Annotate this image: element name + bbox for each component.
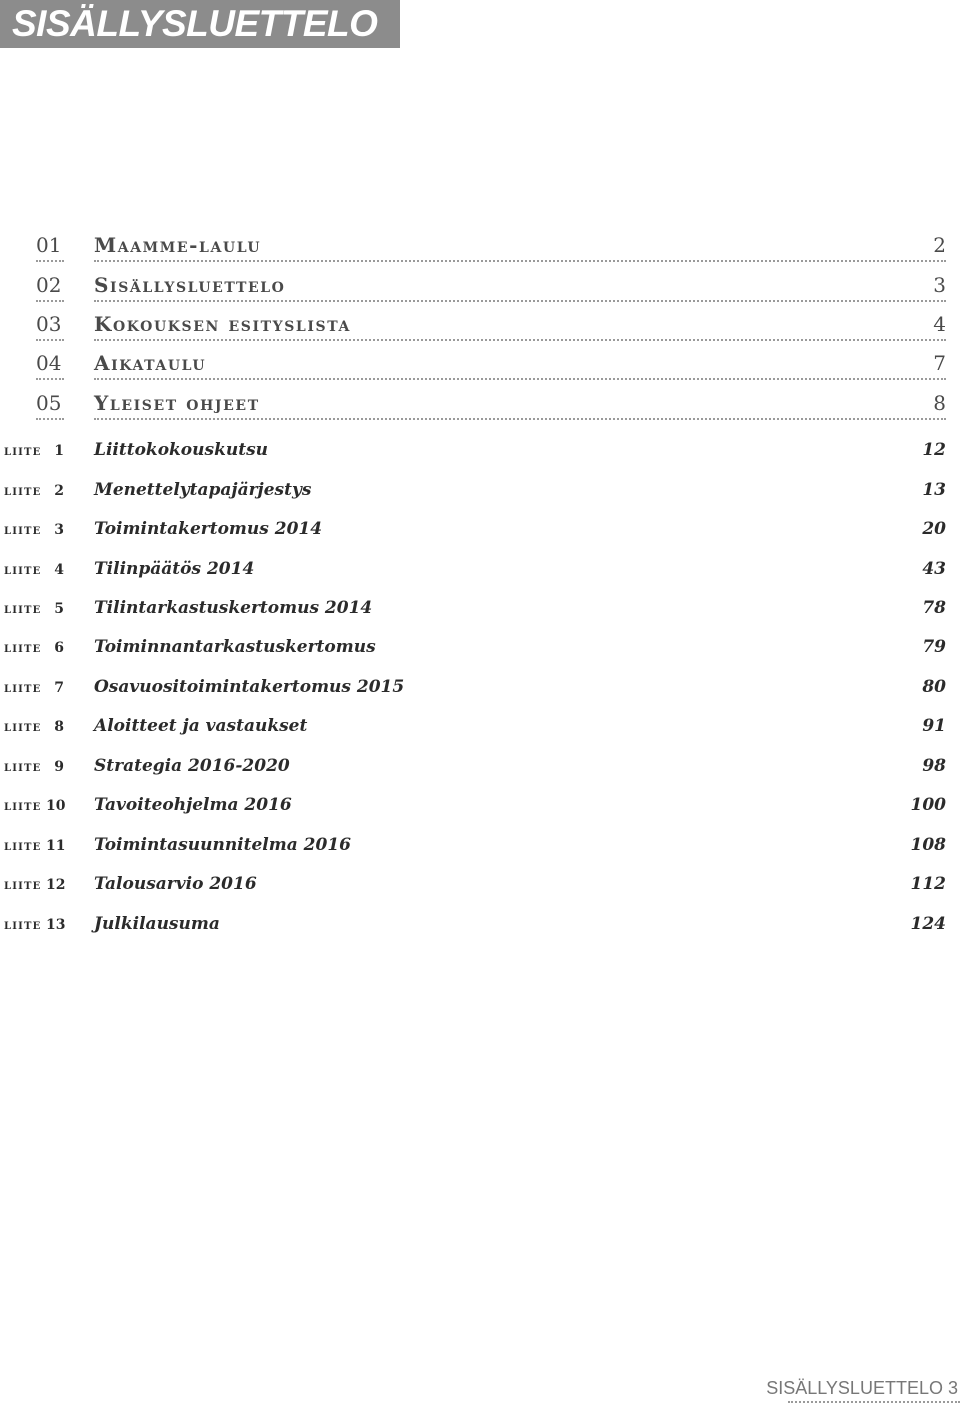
annex-label: liite <box>4 877 42 893</box>
annex-page: 100 <box>910 795 946 815</box>
toc-annex-row-12[interactable] <box>0 874 960 914</box>
annex-title: Julkilausuma <box>94 914 220 934</box>
toc-main-page: 2 <box>933 233 946 257</box>
annex-title: Strategia 2016-2020 <box>94 756 290 776</box>
annex-page: 80 <box>922 677 946 697</box>
toc-main-page: 4 <box>933 312 946 336</box>
toc-main-number: 03 <box>36 312 62 336</box>
annex-number: 4 <box>54 562 64 578</box>
annex-label: liite <box>4 483 42 499</box>
toc-main-row-04[interactable] <box>0 352 960 392</box>
annex-title: Toimintakertomus 2014 <box>94 519 323 539</box>
footer-dotted-divider <box>788 1401 960 1403</box>
page-title: SISÄLLYSLUETTELO <box>12 3 378 44</box>
toc-main-title: Yleiset ohjeet <box>94 391 260 415</box>
dotted-divider <box>94 300 946 302</box>
footer-section-name: SISÄLLYSLUETTELO <box>766 1378 943 1398</box>
toc-annex-row-3[interactable] <box>0 519 960 559</box>
toc-annex-row-6[interactable] <box>0 637 960 677</box>
annex-page: 108 <box>910 835 946 855</box>
toc-main-title: Aikataulu <box>94 351 207 375</box>
dotted-divider <box>36 418 64 420</box>
toc-annex-row-13[interactable] <box>0 914 960 954</box>
annex-number: 3 <box>54 522 64 538</box>
annex-label: liite <box>4 562 42 578</box>
annex-label: liite <box>4 798 42 814</box>
toc-main-number: 04 <box>36 351 62 375</box>
annex-number: 10 <box>46 798 66 814</box>
annex-number: 11 <box>46 838 66 854</box>
annex-label: liite <box>4 719 42 735</box>
annex-page: 78 <box>922 598 946 618</box>
annex-number: 8 <box>54 719 64 735</box>
annex-title: Aloitteet ja vastaukset <box>94 716 308 736</box>
annex-page: 12 <box>922 440 946 460</box>
dotted-divider <box>36 300 64 302</box>
annex-page: 124 <box>910 914 946 934</box>
toc-annex-row-4[interactable] <box>0 559 960 599</box>
annex-number: 9 <box>54 759 64 775</box>
annex-page: 43 <box>922 559 946 579</box>
toc-main-page: 7 <box>933 351 946 375</box>
toc-main-page: 3 <box>933 273 946 297</box>
annex-number: 6 <box>54 640 64 656</box>
toc-main-title: Kokouksen esityslista <box>94 312 351 336</box>
toc-annex-row-11[interactable] <box>0 835 960 875</box>
dotted-divider <box>36 260 64 262</box>
annex-title: Liittokokouskutsu <box>94 440 269 460</box>
footer-page-number: 3 <box>947 1378 958 1398</box>
page-footer <box>766 1378 958 1398</box>
annex-label: liite <box>4 838 42 854</box>
annex-title: Menettelytapajärjestys <box>94 480 312 500</box>
dotted-divider <box>94 418 946 420</box>
annex-title: Tilinpäätös 2014 <box>94 559 255 579</box>
annex-number: 12 <box>46 877 66 893</box>
toc-main-page: 8 <box>933 391 946 415</box>
toc-annex-row-8[interactable] <box>0 716 960 756</box>
toc-main-number: 05 <box>36 391 62 415</box>
annex-label: liite <box>4 601 42 617</box>
annex-label: liite <box>4 640 42 656</box>
annex-page: 13 <box>922 480 946 500</box>
annex-label: liite <box>4 522 42 538</box>
toc-annex-row-7[interactable] <box>0 677 960 717</box>
toc-annex-row-1[interactable] <box>0 440 960 480</box>
annex-number: 7 <box>54 680 64 696</box>
toc-main-row-05[interactable] <box>0 392 960 432</box>
toc-main-row-03[interactable] <box>0 313 960 353</box>
header-title-box <box>0 0 400 48</box>
annex-label: liite <box>4 917 42 933</box>
toc-main-title: Maamme-laulu <box>94 233 262 257</box>
annex-page: 112 <box>910 874 946 894</box>
annex-title: Talousarvio 2016 <box>94 874 257 894</box>
toc-annex-row-2[interactable] <box>0 480 960 520</box>
annex-label: liite <box>4 443 42 459</box>
annex-label: liite <box>4 680 42 696</box>
annex-page: 20 <box>922 519 946 539</box>
toc-annex-row-10[interactable] <box>0 795 960 835</box>
annex-title: Tavoiteohjelma 2016 <box>94 795 292 815</box>
annex-label: liite <box>4 759 42 775</box>
annex-number: 13 <box>46 917 66 933</box>
annex-title: Toimintasuunnitelma 2016 <box>94 835 352 855</box>
toc-main-number: 02 <box>36 273 62 297</box>
annex-number: 1 <box>54 443 64 459</box>
dotted-divider <box>36 339 64 341</box>
toc-main-title: Sisällysluettelo <box>94 273 286 297</box>
annex-title: Toiminnantarkastuskertomus <box>94 637 376 657</box>
annex-page: 91 <box>922 716 946 736</box>
annex-page: 79 <box>922 637 946 657</box>
annex-number: 2 <box>54 483 64 499</box>
annex-title: Osavuositoimintakertomus 2015 <box>94 677 405 697</box>
toc-main-number: 01 <box>36 233 62 257</box>
toc-annex-row-9[interactable] <box>0 756 960 796</box>
dotted-divider <box>94 378 946 380</box>
annex-page: 98 <box>922 756 946 776</box>
dotted-divider <box>94 339 946 341</box>
toc-main-row-01[interactable] <box>0 234 960 274</box>
toc-main-row-02[interactable] <box>0 274 960 314</box>
dotted-divider <box>94 260 946 262</box>
dotted-divider <box>36 378 64 380</box>
toc-annex-row-5[interactable] <box>0 598 960 638</box>
annex-title: Tilintarkastuskertomus 2014 <box>94 598 373 618</box>
annex-number: 5 <box>54 601 64 617</box>
